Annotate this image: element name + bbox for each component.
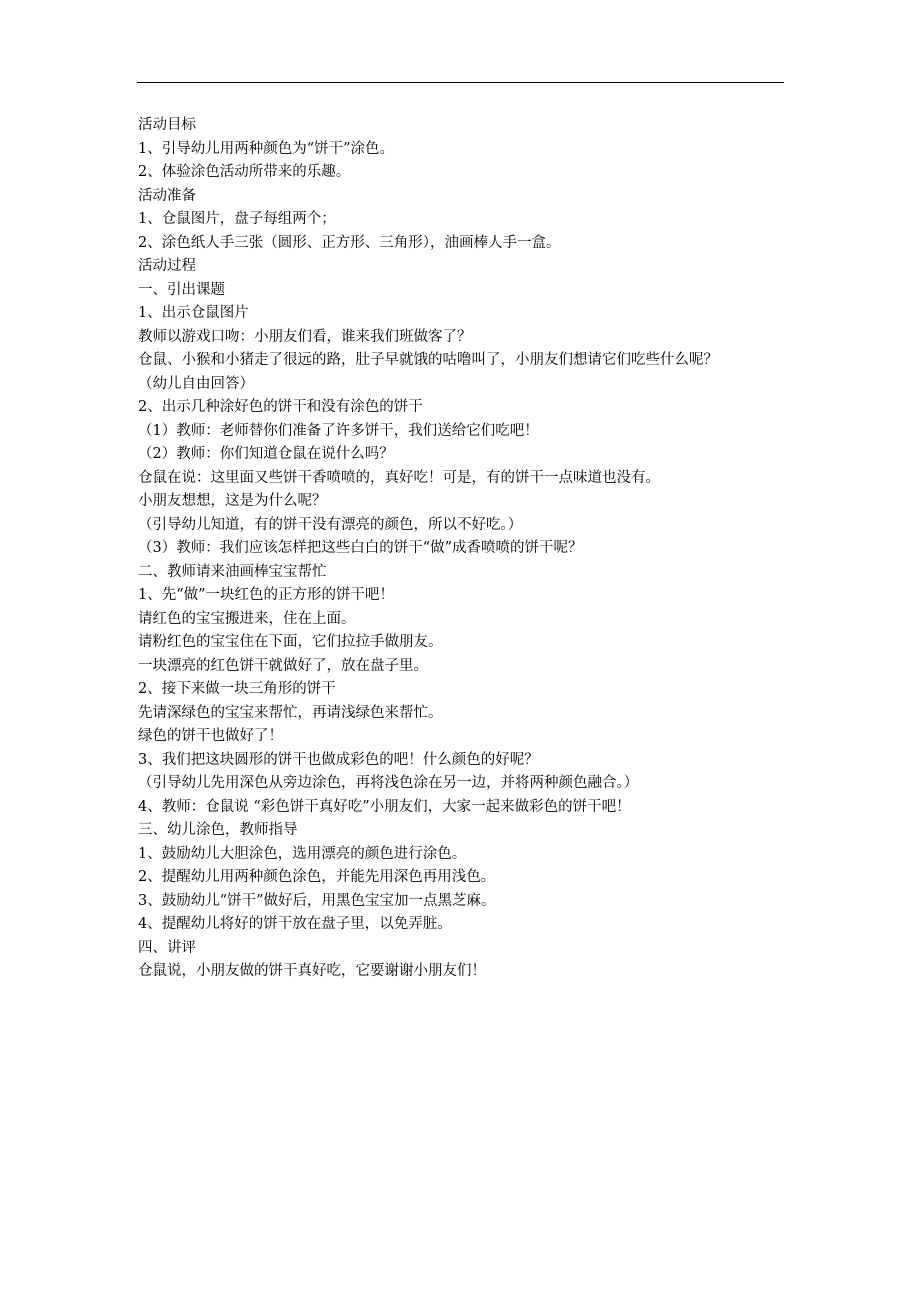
text-line: 1、先“做”一块红色的正方形的饼干吧！ — [138, 587, 395, 603]
text-line: 小朋友想想，这是为什么呢？ — [138, 493, 327, 509]
text-line: 4、教师：仓鼠说 “彩色饼干真好吃”小朋友们，大家一起来做彩色的饼干吧！ — [138, 798, 631, 815]
text-line: （引导幼儿先用深色从旁边涂色，再将浅色涂在另一边，并将两种颜色融合。） — [138, 775, 639, 791]
text-line: 仓鼠、小猴和小猪走了很远的路，肚子早就饿的咕噜叫了，小朋友们想请它们吃些什么呢？ — [138, 352, 718, 368]
preparation-item: 1、仓鼠图片，盘子每组两个； — [138, 211, 336, 227]
text-line: （1）教师：老师替你们准备了许多饼干，我们送给它们吃吧！ — [138, 422, 539, 439]
header-rule — [137, 82, 784, 83]
text-line: （2）教师：你们知道仓鼠在说什么吗？ — [138, 446, 394, 462]
subsection-heading: 四、讲评 — [138, 939, 196, 956]
text-line: 4、提醒幼儿将好的饼干放在盘子里，以免弄脏。 — [138, 916, 452, 932]
text-line: 先请深绿色的宝宝来帮忙，再请浅绿色来帮忙。 — [138, 704, 443, 721]
text-line: 请粉红色的宝宝住在下面，它们拉拉手做朋友。 — [138, 634, 443, 650]
section-heading-process: 活动过程 — [138, 258, 196, 274]
text-line: （幼儿自由回答） — [138, 375, 254, 392]
text-line: 2、提醒幼儿用两种颜色涂色，并能先用深色再用浅色。 — [138, 869, 496, 885]
text-line: （3）教师：我们应该怎样把这些白白的饼干“做”成香喷喷的饼干呢？ — [138, 540, 583, 556]
section-heading-preparation: 活动准备 — [138, 187, 196, 204]
goal-item: 2、体验涂色活动所带来的乐趣。 — [138, 164, 351, 180]
text-line: （引导幼儿知道，有的饼干没有漂亮的颜色，所以不好吃。） — [138, 516, 523, 533]
text-line: 仓鼠说，小朋友做的饼干真好吃，它要谢谢小朋友们！ — [138, 963, 486, 979]
document-body — [138, 114, 838, 984]
text-line: 1、鼓励幼儿大胆涂色，选用漂亮的颜色进行涂色。 — [138, 845, 467, 862]
text-line: 2、出示几种涂好色的饼干和没有涂色的饼干 — [138, 399, 423, 415]
preparation-item: 2、涂色纸人手三张（圆形、正方形、三角形），油画棒人手一盒。 — [138, 234, 561, 251]
text-line: 绿色的饼干也做好了！ — [138, 728, 283, 744]
text-line: 教师以游戏口吻：小朋友们看，谁来我们班做客了？ — [138, 328, 472, 345]
subsection-heading: 三、幼儿涂色，教师指导 — [138, 822, 298, 838]
goal-item: 1、引导幼儿用两种颜色为“饼干”涂色。 — [138, 140, 395, 157]
text-line: 一块漂亮的红色饼干就做好了，放在盘子里。 — [138, 657, 428, 674]
text-line: 3、鼓励幼儿“饼干”做好后，用黑色宝宝加一点黑芝麻。 — [138, 892, 496, 909]
text-line: 2、接下来做一块三角形的饼干 — [138, 681, 336, 697]
text-line: 1、出示仓鼠图片 — [138, 305, 249, 321]
text-line: 请红色的宝宝搬进来，住在上面。 — [138, 610, 356, 627]
text-line: 仓鼠在说：这里面又些饼干香喷喷的，真好吃！可是，有的饼干一点味道也没有。 — [138, 469, 660, 486]
text-line: 3、我们把这块圆形的饼干也做成彩色的吧！什么颜色的好呢？ — [138, 751, 539, 768]
subsection-heading: 一、引出课题 — [138, 281, 225, 298]
section-heading-goals: 活动目标 — [138, 117, 196, 133]
subsection-heading: 二、教师请来油画棒宝宝帮忙 — [138, 563, 327, 580]
